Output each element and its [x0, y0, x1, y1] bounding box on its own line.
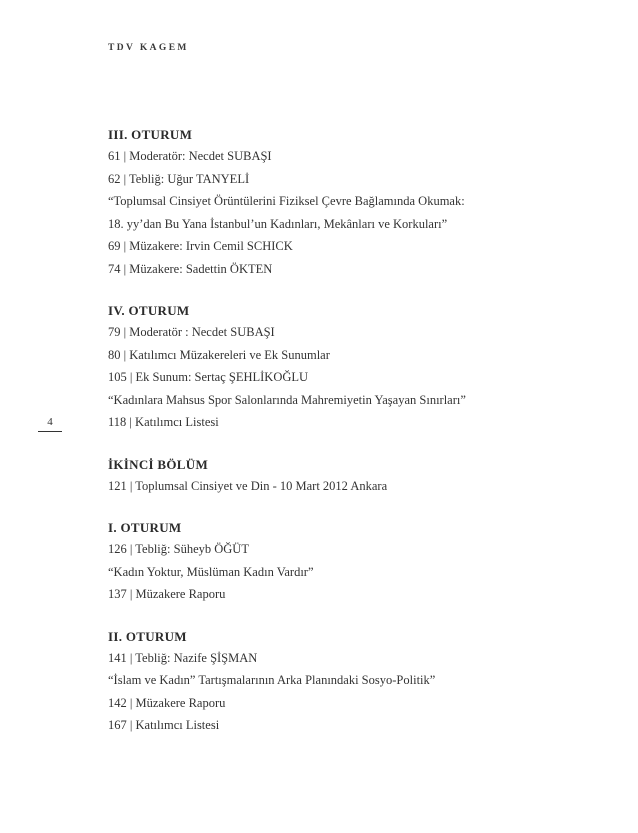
section-heading: İKİNCİ BÖLÜM: [108, 456, 209, 472]
toc-entry: 167 | Katılımcı Listesi: [108, 718, 220, 732]
section-heading: III. OTURUM: [108, 127, 193, 142]
toc-entry: 80 | Katılımcı Müzakereleri ve Ek Sunumlar: [108, 347, 330, 362]
section-iii-oturum: [108, 127, 608, 284]
toc-entry: 121 | Toplumsal Cinsiyet ve Din - 10 Mart 2012 Ankara: [108, 478, 388, 493]
toc-entry: 126 | Tebliğ: Süheyb ÖĞÜT: [108, 542, 249, 556]
toc-entry: 69 | Müzakere: Irvin Cemil SCHICK: [108, 239, 293, 253]
table-of-contents: [108, 127, 608, 760]
section-ii-oturum: [108, 629, 608, 741]
section-heading: I. OTURUM: [108, 520, 182, 535]
toc-entry: 118 | Katılımcı Listesi: [108, 415, 219, 429]
toc-entry-title: “Kadın Yoktur, Müslüman Kadın Vardır”: [108, 564, 314, 579]
section-iv-oturum: [108, 303, 608, 438]
toc-entry-title: 18. yy’dan Bu Yana İstanbul’un Kadınları, Mekânları ve Korkuları”: [108, 216, 448, 231]
toc-entry: 141 | Tebliğ: Nazife ŞİŞMAN: [108, 650, 258, 665]
section-ikinci-bolum: [108, 457, 608, 502]
running-head: TDV KAGEM: [108, 43, 189, 53]
toc-entry-title: “Kadınlara Mahsus Spor Salonlarında Mahremiyetin Yaşayan Sınırları”: [108, 392, 466, 407]
toc-entry: 74 | Müzakere: Sadettin ÖKTEN: [108, 261, 273, 276]
section-heading: II. OTURUM: [108, 628, 187, 644]
section-heading: IV. OTURUM: [108, 303, 190, 318]
toc-entry-title: “İslam ve Kadın” Tartışmalarının Arka Planındaki Sosyo-Politik”: [108, 673, 436, 687]
toc-entry: 137 | Müzakere Raporu: [108, 587, 226, 601]
toc-entry: 79 | Moderatör : Necdet SUBAŞI: [108, 325, 275, 339]
toc-entry: 105 | Ek Sunum: Sertaç ŞEHLİKOĞLU: [108, 370, 309, 384]
toc-entry: 61 | Moderatör: Necdet SUBAŞI: [108, 149, 272, 163]
section-i-oturum: [108, 520, 608, 610]
toc-entry-title: “Toplumsal Cinsiyet Örüntülerini Fiziksel Çevre Bağlamında Okumak:: [108, 194, 465, 208]
toc-entry: 142 | Müzakere Raporu: [108, 695, 226, 710]
toc-entry: 62 | Tebliğ: Uğur TANYELİ: [108, 171, 250, 186]
page-number: 4: [38, 415, 62, 432]
